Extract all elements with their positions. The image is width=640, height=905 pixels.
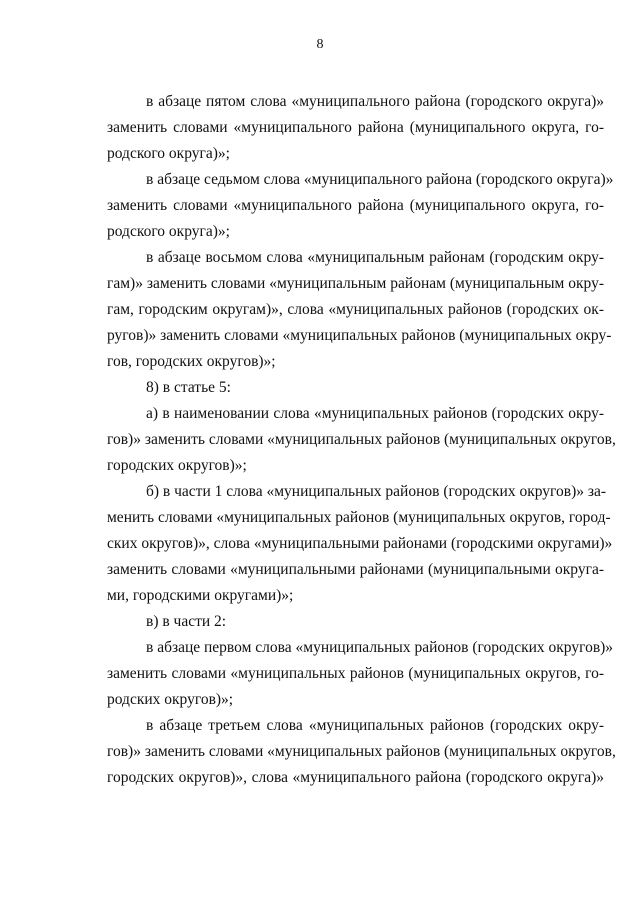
paragraph-8-line-1: в абзаце первом слова «муниципальных районов (городских округов)» xyxy=(146,639,614,656)
paragraph-2-line-1: в абзаце седьмом слова «муниципального района (городского округа)» xyxy=(146,171,614,188)
paragraph-3-line-4: ругов)» заменить словами «муниципальных районов (муниципальных окру- xyxy=(107,327,612,344)
paragraph-6-line-2: менить словами «муниципальных районов (муниципальных округов, город- xyxy=(107,509,611,526)
paragraph-4-line-1: 8) в статье 5: xyxy=(146,379,231,396)
paragraph-6-line-5: ми, городскими округами)»; xyxy=(107,587,294,604)
paragraph-9-line-3: городских округов)», слова «муниципального района (городского округа)» xyxy=(107,769,604,786)
paragraph-5-line-2: гов)» заменить словами «муниципальных районов (муниципальных округов, xyxy=(107,431,616,448)
page-number: 8 xyxy=(316,37,324,52)
paragraph-2-line-2: заменить словами «муниципального района (муниципального округа, го- xyxy=(107,197,604,214)
paragraph-2-line-3: родского округа)»; xyxy=(107,223,230,240)
paragraph-3-line-2: гам)» заменить словами «муниципальным районам (муниципальным окру- xyxy=(107,275,604,292)
paragraph-6-line-1: б) в части 1 слова «муниципальных районов (городских округов)» за- xyxy=(146,483,607,500)
paragraph-9-line-2: гов)» заменить словами «муниципальных районов (муниципальных округов, xyxy=(107,743,616,760)
paragraph-5-line-3: городских округов)»; xyxy=(107,457,247,474)
paragraph-5-line-1: а) в наименовании слова «муниципальных районов (городских окру- xyxy=(146,405,604,422)
paragraph-1-line-3: родского округа)»; xyxy=(107,145,230,162)
paragraph-6-line-4: заменить словами «муниципальными районами (муниципальными округа- xyxy=(107,561,604,578)
paragraph-1-line-2: заменить словами «муниципального района (муниципального округа, го- xyxy=(107,119,604,136)
paragraph-1-line-1: в абзаце пятом слова «муниципального района (городского округа)» xyxy=(146,93,604,110)
paragraph-8-line-2: заменить словами «муниципальных районов (муниципальных округов, го- xyxy=(107,665,604,682)
paragraph-3-line-5: гов, городских округов)»; xyxy=(107,353,276,370)
paragraph-7-line-1: в) в части 2: xyxy=(146,613,227,630)
paragraph-3-line-1: в абзаце восьмом слова «муниципальным районам (городским окру- xyxy=(146,249,604,266)
paragraph-6-line-3: ских округов)», слова «муниципальными районами (городскими округами)» xyxy=(107,535,613,552)
paragraph-8-line-3: родских округов)»; xyxy=(107,691,234,708)
paragraph-3-line-3: гам, городским округам)», слова «муниципальных районов (городских ок- xyxy=(107,301,604,318)
paragraph-9-line-1: в абзаце третьем слова «муниципальных районов (городских окру- xyxy=(146,717,604,734)
